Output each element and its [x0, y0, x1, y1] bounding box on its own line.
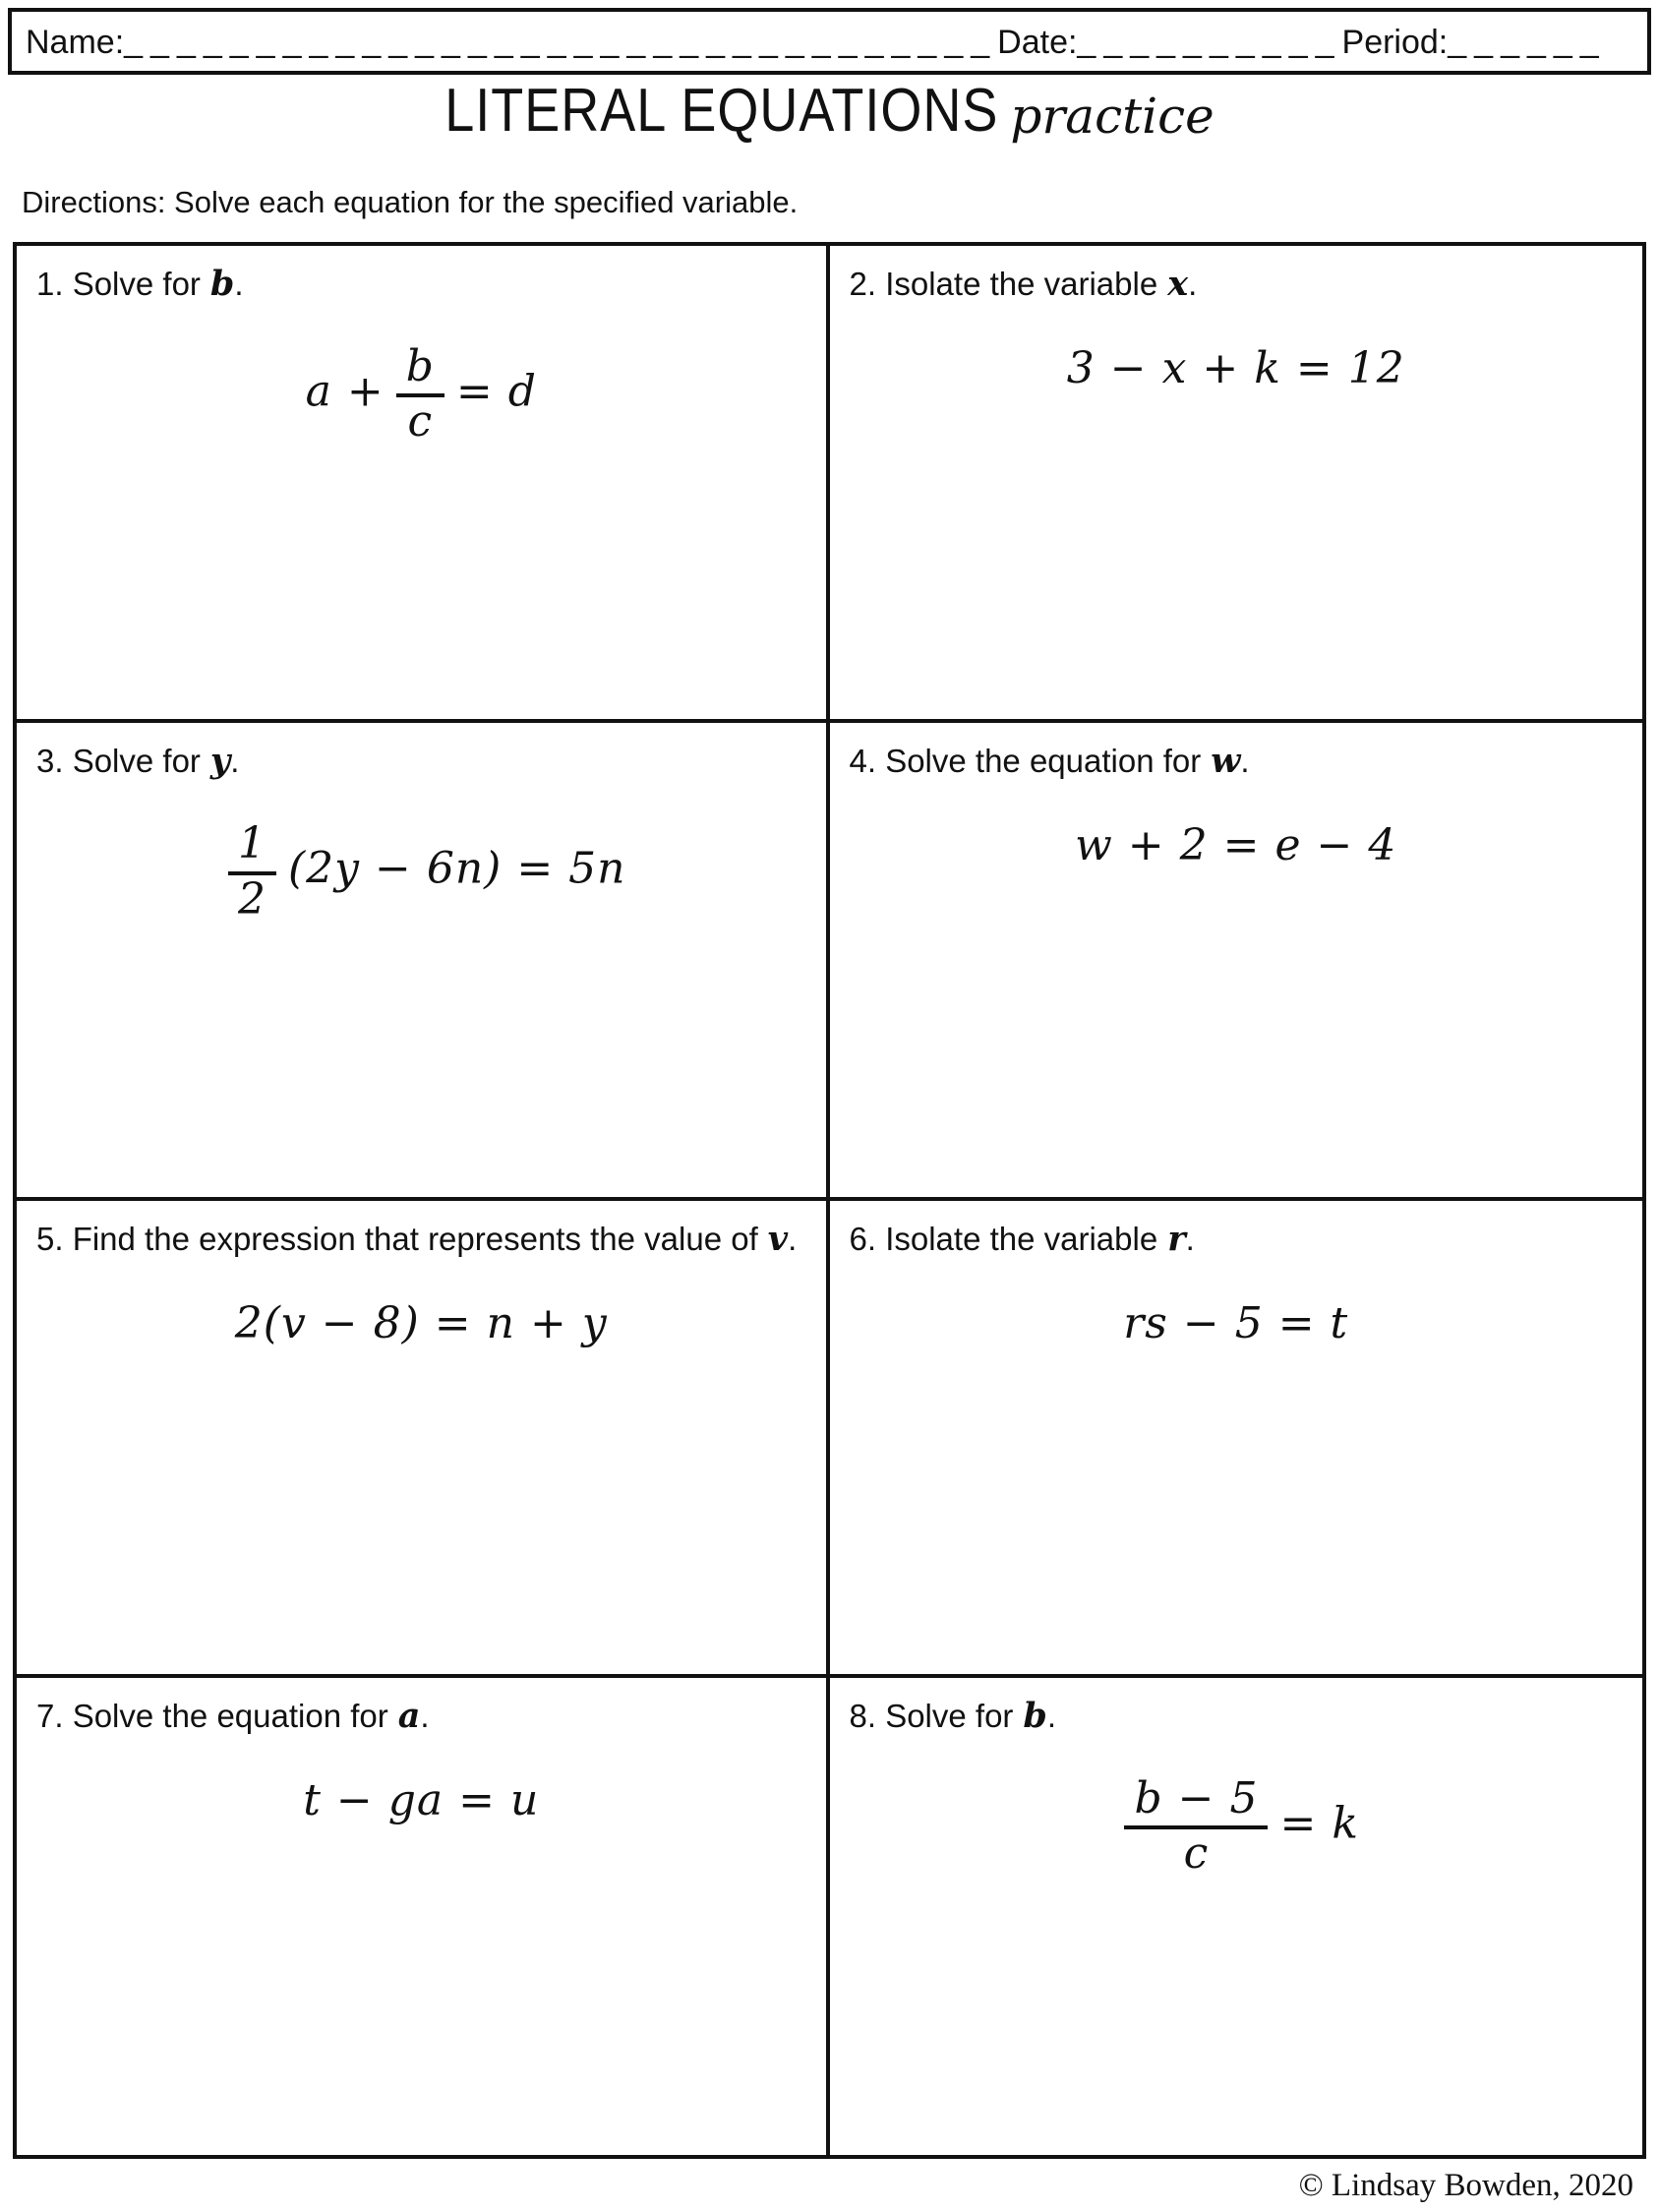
- problem-cell-1: [17, 246, 830, 723]
- directions-text: Directions: Solve each equation for the specified variable.: [22, 185, 799, 219]
- equation-text: = k: [1279, 1798, 1359, 1849]
- prompt-punctuation: .: [1185, 1220, 1195, 1257]
- prompt-variable: v: [767, 1218, 789, 1259]
- problem-prompt: [36, 1217, 806, 1262]
- prompt-punctuation: .: [1046, 1697, 1057, 1734]
- problem-prompt: [850, 1694, 1624, 1739]
- equation: t − ga = u: [303, 1774, 540, 1825]
- problem-cell-3: [17, 723, 830, 1200]
- prompt-text: 5. Find the expression that represents the value of: [36, 1220, 758, 1257]
- problems-table: [13, 242, 1646, 2159]
- problem-prompt: [850, 1217, 1624, 1262]
- prompt-text: 2. Isolate the variable: [849, 266, 1158, 302]
- equation: rs − 5 = t: [1123, 1297, 1349, 1348]
- fraction-denominator: c: [407, 396, 434, 448]
- name-label: Name:: [26, 23, 125, 61]
- fraction: [228, 818, 276, 925]
- date-label: Date:: [997, 23, 1078, 61]
- equation: [36, 341, 806, 448]
- fraction: [1124, 1772, 1268, 1880]
- prompt-punctuation: .: [1188, 266, 1198, 302]
- problem-prompt: [850, 262, 1624, 307]
- problem-prompt: [36, 262, 806, 307]
- prompt-text: 4. Solve the equation for: [849, 743, 1202, 780]
- fraction-numerator: b − 5: [1124, 1776, 1268, 1829]
- problem-prompt: [36, 1694, 806, 1739]
- fraction-denominator: 2: [237, 873, 267, 925]
- prompt-punctuation: .: [1240, 743, 1250, 780]
- problem-cell-6: [830, 1201, 1643, 1678]
- prompt-punctuation: .: [234, 266, 244, 302]
- name-blank-line: _________________________________: [124, 21, 998, 59]
- equation-text: (2y − 6n) = 5n: [287, 844, 626, 895]
- fraction-numerator: 1: [228, 821, 276, 874]
- name-date-period-header: [8, 8, 1651, 75]
- equation-text: = d: [455, 366, 537, 417]
- problem-cell-8: [830, 1678, 1643, 2155]
- title-accent: practice: [1010, 88, 1215, 145]
- prompt-text: 7. Solve the equation for: [36, 1697, 388, 1734]
- prompt-punctuation: .: [788, 1220, 798, 1257]
- equation: [36, 818, 806, 925]
- equation-text: a +: [305, 366, 385, 417]
- period-label: Period:: [1341, 23, 1449, 61]
- equation: w + 2 = e − 4: [1075, 820, 1397, 871]
- prompt-punctuation: .: [420, 1697, 430, 1734]
- prompt-text: 3. Solve for: [36, 743, 201, 780]
- prompt-variable: x: [1167, 264, 1189, 304]
- prompt-text: 6. Isolate the variable: [849, 1220, 1158, 1257]
- problem-cell-7: [17, 1678, 830, 2155]
- fraction-numerator: b: [396, 344, 444, 397]
- prompt-text: 8. Solve for: [849, 1697, 1014, 1734]
- prompt-text: 1. Solve for: [36, 266, 201, 302]
- page-title: [0, 76, 1659, 146]
- problem-cell-2: [830, 246, 1643, 723]
- prompt-variable: w: [1211, 741, 1241, 782]
- problem-cell-4: [830, 723, 1643, 1200]
- copyright-text: © Lindsay Bowden, 2020: [1298, 2168, 1633, 2203]
- prompt-variable: b: [1023, 1695, 1047, 1736]
- prompt-punctuation: .: [230, 743, 240, 780]
- fraction-denominator: c: [1183, 1828, 1210, 1880]
- equation: 3 − x + k = 12: [1066, 343, 1405, 394]
- fraction: [396, 341, 444, 448]
- problem-prompt: [850, 739, 1624, 784]
- date-blank-line: __________: [1077, 21, 1342, 59]
- prompt-variable: b: [209, 264, 235, 304]
- period-blank-line: ______: [1448, 21, 1607, 59]
- prompt-variable: r: [1167, 1218, 1186, 1259]
- equation: 2(v − 8) = n + y: [234, 1297, 608, 1348]
- prompt-variable: a: [397, 1695, 421, 1736]
- problem-cell-5: [17, 1201, 830, 1678]
- prompt-variable: y: [209, 741, 231, 782]
- problem-prompt: [36, 739, 806, 784]
- title-main: LITERAL EQUATIONS: [444, 76, 999, 145]
- equation: [850, 1772, 1624, 1880]
